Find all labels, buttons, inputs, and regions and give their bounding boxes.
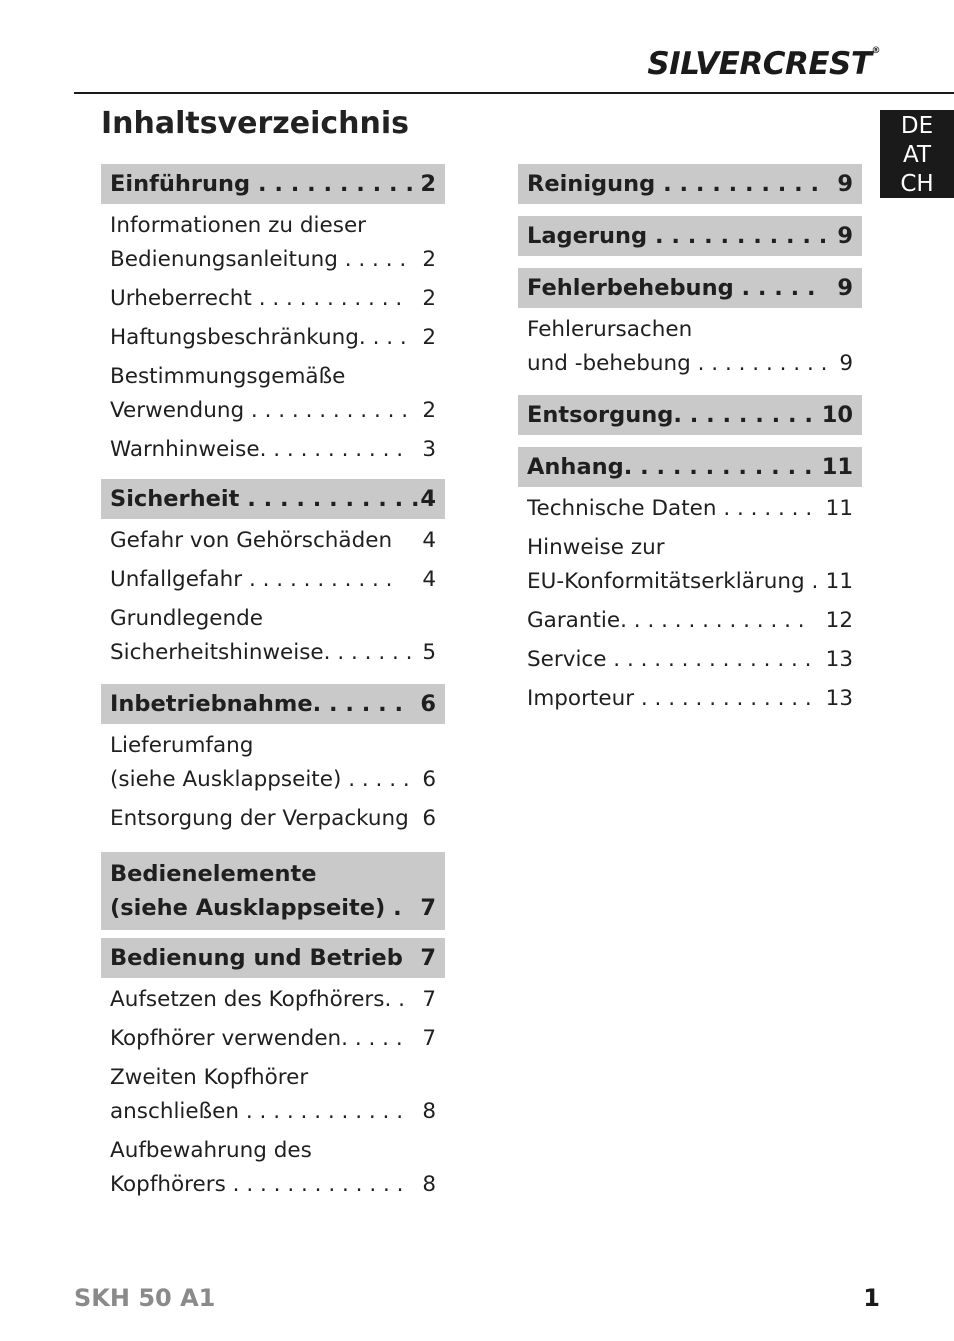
toc-entry[interactable]: (siehe Ausklappseite) . . . . . 6 [110,767,436,792]
toc-entry[interactable]: Importeur . . . . . . . . . . . . . 13 [527,686,853,711]
toc-entry[interactable]: Service . . . . . . . . . . . . . . . 13 [527,647,853,672]
toc-section-bedienung[interactable]: Bedienung und Betrieb 7 [101,938,445,978]
toc-entry[interactable]: Lieferumfang [110,733,254,758]
toc-entry[interactable]: Haftungsbeschränkung. . . . 2 [110,325,436,350]
toc-entry[interactable]: Technische Daten . . . . . . . 11 [527,496,853,521]
lang-at: AT [903,142,931,168]
toc-entry[interactable]: Garantie. . . . . . . . . . . . . . 12 [527,608,853,633]
toc-section-bedienelemente[interactable]: Bedienelemente (siehe Ausklappseite) . 7 [101,852,445,930]
toc-entry[interactable]: Sicherheitshinweise. . . . . . . 5 [110,640,436,665]
toc-entry[interactable]: und -behebung . . . . . . . . . . 9 [527,351,853,376]
footer-model: SKH 50 A1 [74,1284,216,1312]
toc-entry[interactable]: Hinweise zur [527,535,665,560]
toc-section-reinigung[interactable]: Reinigung . . . . . . . . . . 9 [518,164,862,204]
toc-entry[interactable]: Entsorgung der Verpackung 6 [110,806,436,831]
heading-line: Bedienelemente [110,861,317,887]
toc-entry[interactable]: Kopfhörers . . . . . . . . . . . . . 8 [110,1172,436,1197]
toc-section-inbetriebnahme[interactable]: Inbetriebnahme. . . . . . 6 [101,684,445,724]
header-rule [74,92,954,94]
toc-section-entsorgung[interactable]: Entsorgung. . . . . . . . . 10 [518,395,862,435]
toc-entry[interactable]: Kopfhörer verwenden. . . . . 7 [110,1026,436,1051]
toc-entry[interactable]: EU-Konformitätserklärung . 11 [527,569,853,594]
toc-entry[interactable]: Grundlegende [110,606,263,631]
toc-entry[interactable]: Fehlerursachen [527,317,693,342]
footer-page-number: 1 [863,1284,880,1312]
language-tab [880,110,954,198]
toc-entry[interactable]: anschließen . . . . . . . . . . . . 8 [110,1099,436,1124]
toc-entry[interactable]: Bestimmungsgemäße [110,364,346,389]
toc-section-einfuehrung[interactable]: Einführung . . . . . . . . . . 2 [101,164,445,204]
toc-entry[interactable]: Gefahr von Gehörschäden 4 [110,528,436,553]
toc-entry[interactable]: Zweiten Kopfhörer [110,1065,309,1090]
toc-entry[interactable]: Verwendung . . . . . . . . . . . . 2 [110,398,436,423]
brand-logo: SILVERCREST® [647,46,880,82]
toc-right-column [518,164,862,716]
toc-section-sicherheit[interactable]: Sicherheit . . . . . . . . . . . 4 [101,479,445,519]
toc-entry[interactable]: Aufbewahrung des [110,1138,312,1163]
toc-entry[interactable]: Informationen zu dieser [110,213,367,238]
page-title: Inhaltsverzeichnis [101,106,410,141]
toc-entry[interactable]: Urheberrecht . . . . . . . . . . . 2 [110,286,436,311]
toc-entry[interactable]: Warnhinweise. . . . . . . . . . . 3 [110,437,436,462]
toc-entry[interactable]: Bedienungsanleitung . . . . . 2 [110,247,436,272]
heading-line: (siehe Ausklappseite) . [110,895,402,921]
lang-de: DE [900,113,934,139]
toc-entry[interactable]: Unfallgefahr . . . . . . . . . . . 4 [110,567,436,592]
toc-entry[interactable]: Aufsetzen des Kopfhörers. . 7 [110,987,436,1012]
toc-section-anhang[interactable]: Anhang. . . . . . . . . . . . 11 [518,447,862,487]
lang-ch: CH [900,171,934,197]
toc-left-column [101,164,445,1202]
toc-section-fehlerbehebung[interactable]: Fehlerbehebung . . . . . 9 [518,268,862,308]
toc-section-lagerung[interactable]: Lagerung . . . . . . . . . . . 9 [518,216,862,256]
